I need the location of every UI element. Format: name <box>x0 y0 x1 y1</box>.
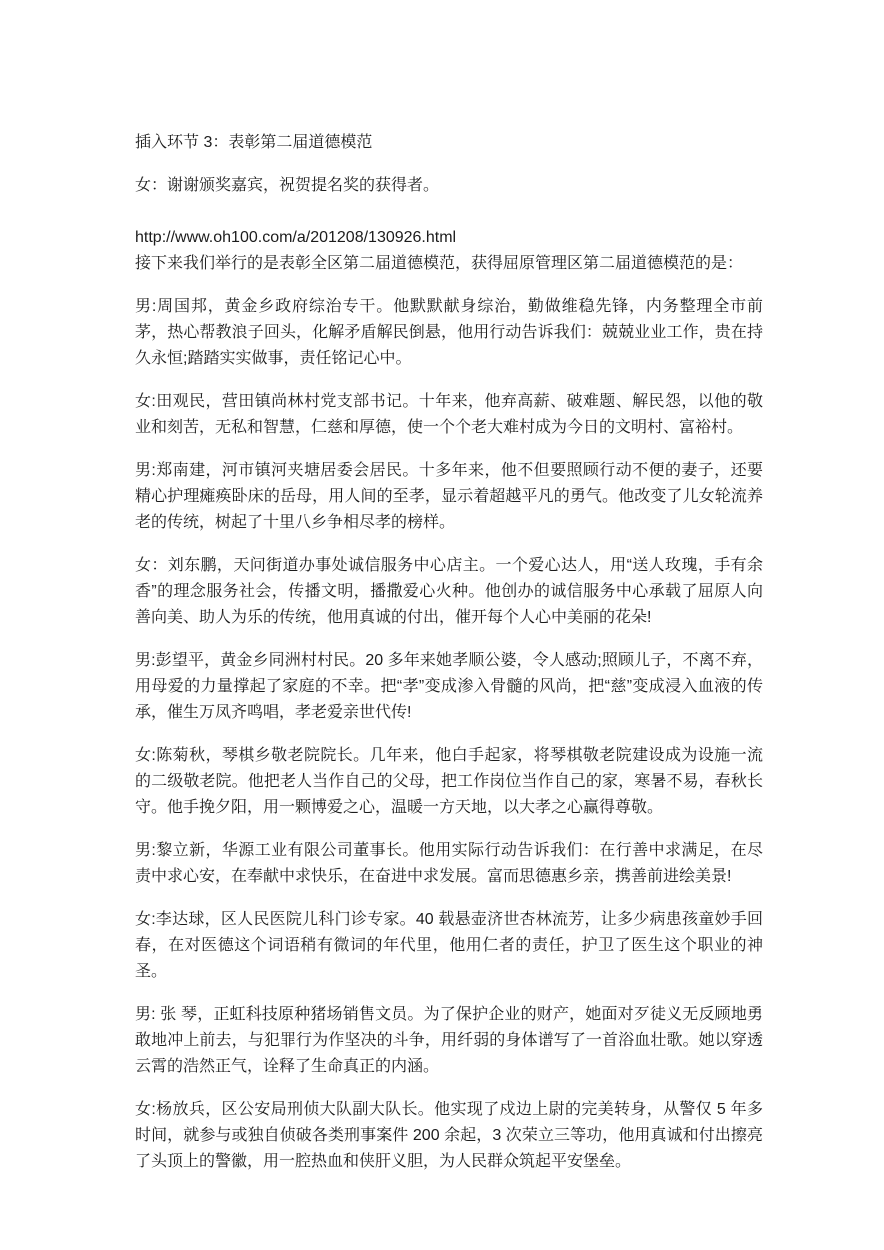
section-heading: 插入环节 3：表彰第二届道德模范 <box>135 134 373 151</box>
speech-paragraph: 男:周国邦，黄金乡政府综治专干。他默默献身综治，勤做维稳先锋，内务整理全市前茅，热心帮教浪子回头，化解矛盾解民倒悬，他用行动告诉我们：兢兢业业工作，贵在持久永恒;踏踏实实做事，责任铭记心中。 <box>135 298 763 367</box>
speech-paragraph: 女:陈菊秋，琴棋乡敬老院院长。几年来，他白手起家，将琴棋敬老院建设成为设施一流的二级敬老院。他把老人当作自己的父母，把工作岗位当作自己的家，寒暑不易，春秋长守。他手挽夕阳，用一颗博爱之心，温暖一方天地，以大孝之心赢得尊敬。 <box>135 747 763 816</box>
speech-paragraph: 男:彭望平，黄金乡同洲村村民。20 多年来她孝顺公婆，令人感动;照顾儿子，不离不弃，用母爱的力量撑起了家庭的不幸。把“孝”变成渗入骨髓的风尚，把“慈”变成浸入血液的传承，催生万凤齐鸣唱，孝老爱亲世代传! <box>135 652 763 721</box>
speech-paragraph: 男:黎立新，华源工业有限公司董事长。他用实际行动告诉我们：在行善中求满足，在尽责中求心安，在奉献中求快乐，在奋进中求发展。富而思德惠乡亲，携善前进绘美景! <box>135 842 763 885</box>
host-announcement-line: 女：谢谢颁奖嘉宾，祝贺提名奖的获得者。 <box>135 177 440 194</box>
speech-paragraph: 女：刘东鹏，天问街道办事处诚信服务中心店主。一个爱心达人，用“送人玫瑰，手有余香”的理念服务社会，传播文明，播撒爱心火种。他创办的诚信服务中心承载了屈原人向善向美、助人为乐的传统，他用真诚的付出，催开每个人心中美丽的花朵! <box>135 557 763 626</box>
speech-paragraph: 女:李达球，区人民医院儿科门诊专家。40 载悬壶济世杏林流芳，让多少病患孩童妙手回春，在对医德这个词语稍有微词的年代里，他用仁者的责任，护卫了医生这个职业的神圣。 <box>135 911 763 980</box>
source-url-text: http://www.oh100.com/a/201208/130926.html <box>135 229 457 246</box>
lead-line: 接下来我们举行的是表彰全区第二届道德模范，获得屈原管理区第二届道德模范的是： <box>135 255 744 272</box>
speech-paragraph: 女:田观民，营田镇尚林村党支部书记。十年来，他弃高薪、破难题、解民怨，以他的敬业和刻苦，无私和智慧，仁慈和厚德，使一个个老大难村成为今日的文明村、富裕村。 <box>135 393 763 436</box>
speech-paragraph: 男: 张 琴，正虹科技原种猪场销售文员。为了保护企业的财产，她面对歹徒义无反顾地勇敢地冲上前去，与犯罪行为作坚决的斗争，用纤弱的身体谱写了一首浴血壮歌。她以穿透云霄的浩然正气，诠释了生命真正的内涵。 <box>135 1006 763 1075</box>
speech-paragraph: 男:郑南建，河市镇河夹塘居委会居民。十多年来，他不但要照顾行动不便的妻子，还要精心护理瘫痪卧床的岳母，用人间的至孝，显示着超越平凡的勇气。他改变了儿女轮流养老的传统，树起了十里八乡争相尽孝的榜样。 <box>135 462 763 531</box>
speech-paragraph: 女:杨放兵，区公安局刑侦大队副大队长。他实现了戍边上尉的完美转身，从警仅 5 年多时间，就参与或独自侦破各类刑事案件 200 余起，3 次荣立三等功，他用真诚和付出擦亮了头顶上的警徽，用一腔热血和侠肝义胆，为人民群众筑起平安堡垒。 <box>135 1101 763 1170</box>
speech-paragraph-list <box>135 294 763 1175</box>
source-block <box>135 225 763 277</box>
document-page <box>135 130 763 1192</box>
